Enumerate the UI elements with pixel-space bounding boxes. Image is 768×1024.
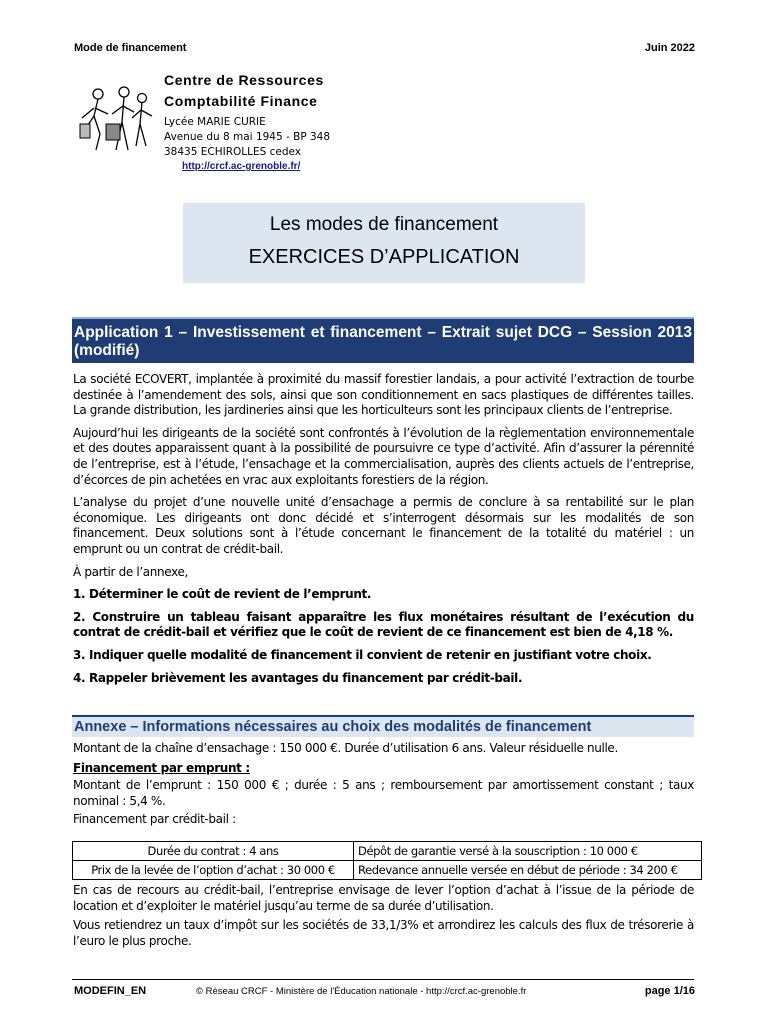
emprunt-title: Financement par emprunt :	[73, 760, 250, 775]
emprunt-text: Montant de l’emprunt : 150 000 € ; durée : 5 ans ; remboursement par amortissement constant ; taux nominal : 5,4 %.	[73, 778, 694, 808]
header-right: Juin 2022	[644, 42, 695, 54]
page-title: Les modes de financement	[269, 214, 499, 235]
paragraph-project: L’analyse du projet d’une nouvelle unité d’ensachage a permis de conclure à sa rentabilité sur le plan économique. Les dirigeants ont donc décidé et s’interrogent désormais sur les modalités de son financement. Deux solutions sont à l’étude concernant le financement de la totalité du matériel : un emprunt ou un contrat de crédit-bail.	[73, 495, 694, 556]
annexe-body	[73, 741, 694, 828]
footer-left: MODEFIN_EN	[74, 985, 147, 997]
table-row	[73, 842, 702, 861]
question-4: 4. Rappeler brièvement les avantages du financement par crédit-bail.	[73, 670, 523, 685]
footer-center: © Réseau CRCF - Ministère de l'Éducation nationale - http://crcf.ac-grenoble.fr	[196, 986, 527, 997]
annexe-body-2	[73, 883, 694, 949]
application-body	[73, 372, 694, 686]
table-row	[73, 861, 702, 880]
org-school: Lycée MARIE CURIE	[164, 116, 266, 128]
paragraph-credit-bail: En cas de recours au crédit-bail, l’entreprise envisage de lever l’option d’achat à l’issue de la période de location et d’exploiter le matériel jusqu’au terme de sa durée d’utilisation.	[73, 883, 694, 913]
org-city: 38435 ECHIROLLES cedex	[164, 146, 301, 158]
question-2: 2. Construire un tableau faisant apparaître les flux monétaires résultant de l’exécution du contrat de crédit-bail et vérifiez que le coût de revient de ce financement est bien de 4,18 %.	[73, 609, 694, 640]
credit-bail-table	[72, 841, 702, 880]
annexe-heading: Annexe – Informations nécessaires au choix des modalités de financement	[72, 715, 694, 737]
footer-page-number: page 1/16	[644, 985, 695, 997]
table-cell: Durée du contrat : 4 ans	[73, 842, 354, 861]
paragraph-context: La société ECOVERT, implantée à proximité du massif forestier landais, a pour activité l’extraction de tourbe destinée à l’amendement des sols, ainsi que son conditionnement en sacs plastiques de différentes tailles. La grande distribution, les jardineries ainsi que les horticulteurs sont les principaux clients de l’entreprise.	[73, 372, 694, 418]
organization-block	[164, 70, 464, 174]
credit-bail-title: Financement par crédit-bail :	[73, 812, 236, 827]
question-3: 3. Indiquer quelle modalité de financement il convient de retenir en justifiant votre choix.	[73, 647, 652, 662]
title-box	[183, 203, 585, 283]
crcf-logo-illustration	[76, 84, 158, 154]
table-cell: Prix de la levée de l’option d’achat : 30 000 €	[73, 861, 354, 880]
paragraph-impot: Vous retiendrez un taux d’impôt sur les sociétés de 33,1/3% et arrondirez les calculs des flux de trésorerie à l’euro le plus proche.	[73, 918, 694, 948]
question-1: 1. Déterminer le coût de revient de l’emprunt.	[73, 587, 372, 602]
header-left: Mode de financement	[74, 42, 187, 54]
footer-divider	[72, 979, 694, 980]
table-cell: Redevance annuelle versée en début de période : 34 200 €	[354, 861, 702, 880]
annexe-montant: Montant de la chaîne d’ensachage : 150 000 €. Durée d’utilisation 6 ans. Valeur résiduelle nulle.	[73, 741, 618, 755]
org-url-link[interactable]: http://crcf.ac-grenoble.fr/	[182, 161, 301, 172]
page-subtitle: EXERCICES D’APPLICATION	[248, 246, 520, 268]
table-cell: Dépôt de garantie versé à la souscription : 10 000 €	[354, 842, 702, 861]
org-address: Avenue du 8 mai 1945 - BP 348	[164, 131, 331, 143]
org-name-line1: Centre de Ressources	[164, 72, 324, 88]
application-heading: Application 1 – Investissement et financement – Extrait sujet DCG – Session 2013 (modifié)	[72, 317, 694, 363]
paragraph-annex-intro: À partir de l’annexe,	[73, 564, 188, 579]
paragraph-regulation: Aujourd’hui les dirigeants de la société sont confrontés à l’évolution de la règlementation environnementale et des doutes apparaissent quant à la possibilité de poursuivre ce type d’activité. Afin d’assurer la pérennité de l’entreprise, est à l’étude, l’ensachage et la commercialisation, auprès des clients actuels de l’entreprise, d’écorces de pin achetées en vrac aux exploitants forestiers de la région.	[73, 425, 694, 487]
org-name-line2: Comptabilité Finance	[164, 93, 318, 109]
